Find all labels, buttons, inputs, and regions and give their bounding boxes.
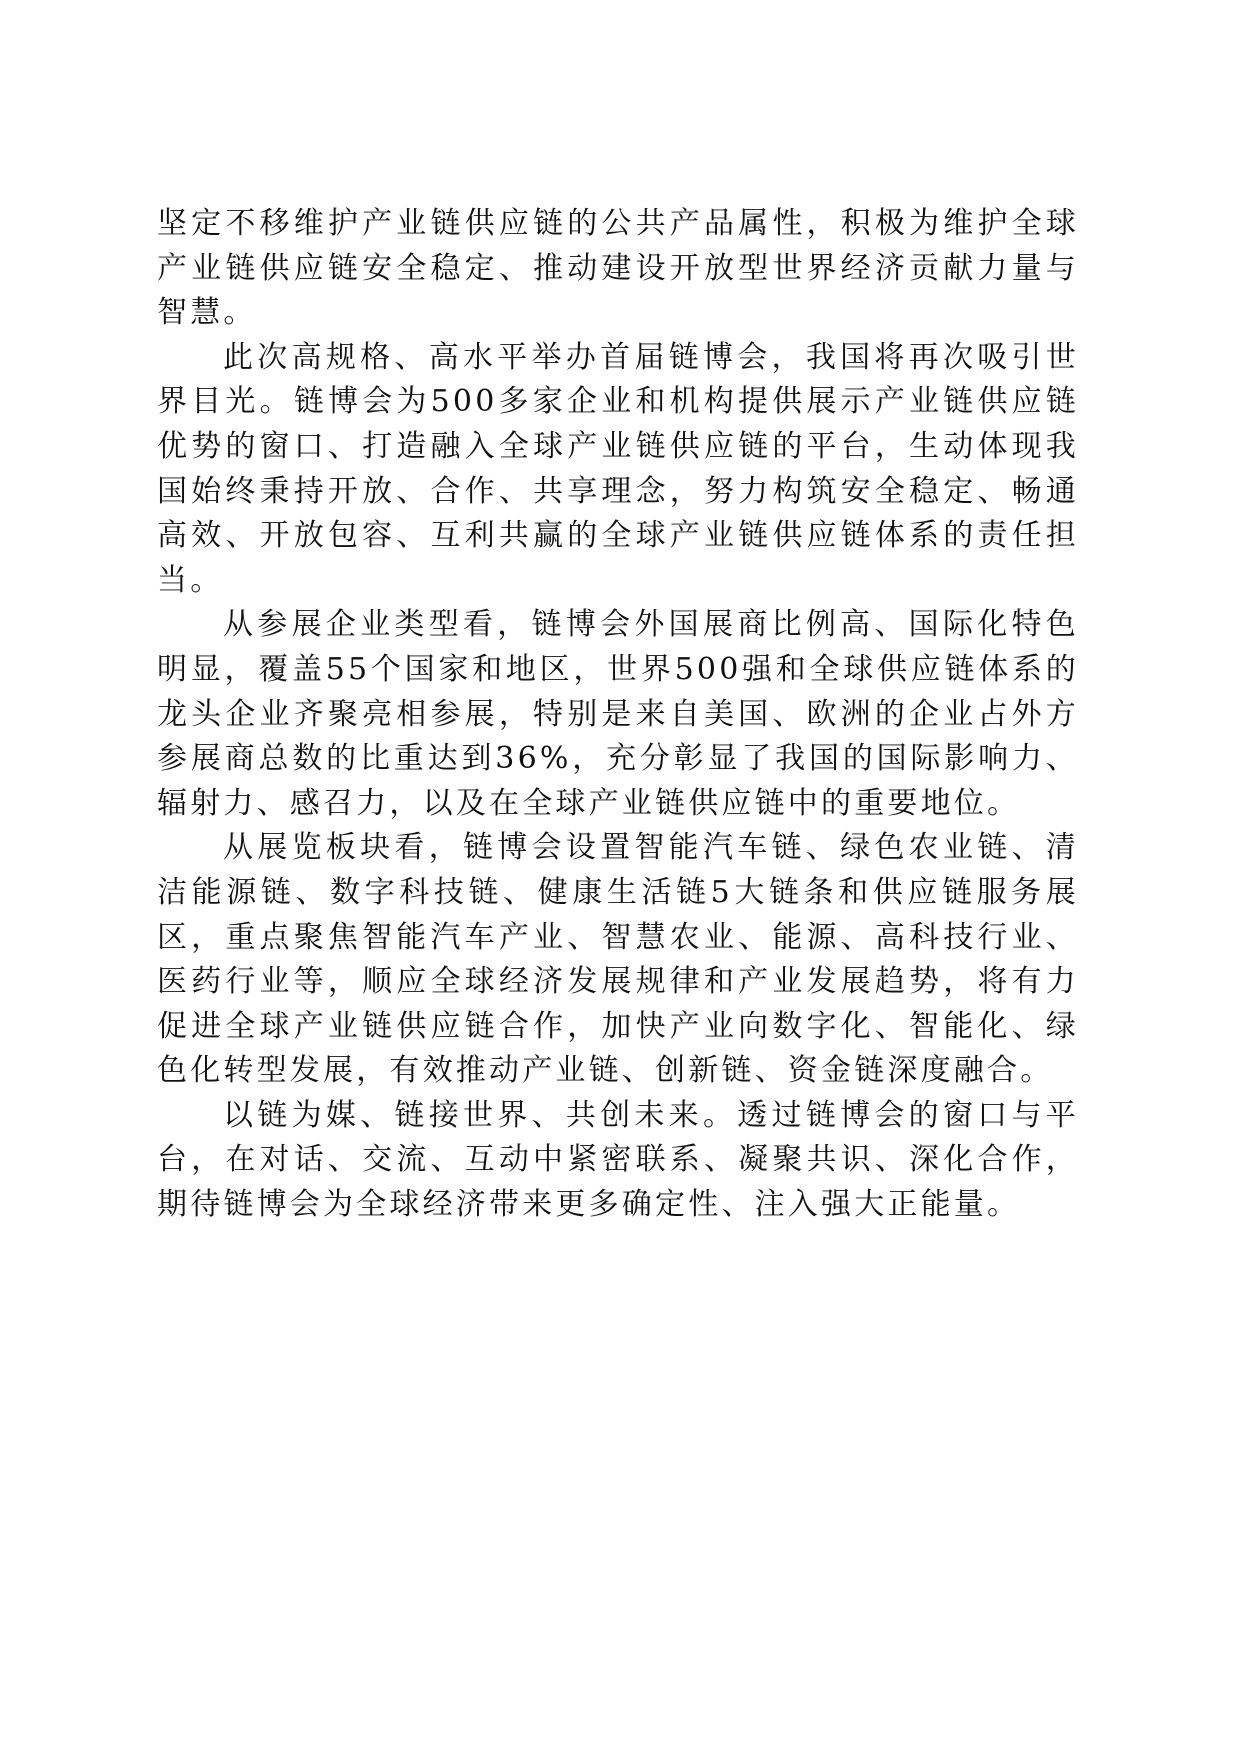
paragraph-2: 此次高规格、高水平举办首届链博会，我国将再次吸引世界目光。链博会为500多家企业和机构提供展示产业链供应链优势的窗口、打造融入全球产业链供应链的平台，生动体现我国始终秉持开放、合作、共享理念，努力构筑安全稳定、畅通高效、开放包容、互利共赢的全球产业链供应链体系的责任担当。 <box>157 339 1079 598</box>
paragraph-4: 从展览板块看，链博会设置智能汽车链、绿色农业链、清洁能源链、数字科技链、健康生活链5大链条和供应链服务展区，重点聚焦智能汽车产业、智慧农业、能源、高科技行业、医药行业等，顺应全球经济发展规律和产业发展趋势，将有力促进全球产业链供应链合作，加快产业向数字化、智能化、绿色化转型发展，有效推动产业链、创新链、资金链深度融合。 <box>157 830 1079 1089</box>
paragraph-3: 从参展企业类型看，链博会外国展商比例高、国际化特色明显，覆盖55个国家和地区，世界500强和全球供应链体系的龙头企业齐聚亮相参展，特别是来自美国、欧洲的企业占外方参展商总数的比重达到36%，充分彰显了我国的国际影响力、辐射力、感召力，以及在全球产业链供应链中的重要地位。 <box>157 607 1079 821</box>
article-body <box>157 202 1079 1228</box>
paragraph-1: 坚定不移维护产业链供应链的公共产品属性，积极为维护全球产业链供应链安全稳定、推动建设开放型世界经济贡献力量与智慧。 <box>157 206 1079 331</box>
paragraph-5: 以链为媒、链接世界、共创未来。透过链博会的窗口与平台，在对话、交流、互动中紧密联系、凝聚共识、深化合作，期待链博会为全球经济带来更多确定性、注入强大正能量。 <box>157 1097 1079 1223</box>
